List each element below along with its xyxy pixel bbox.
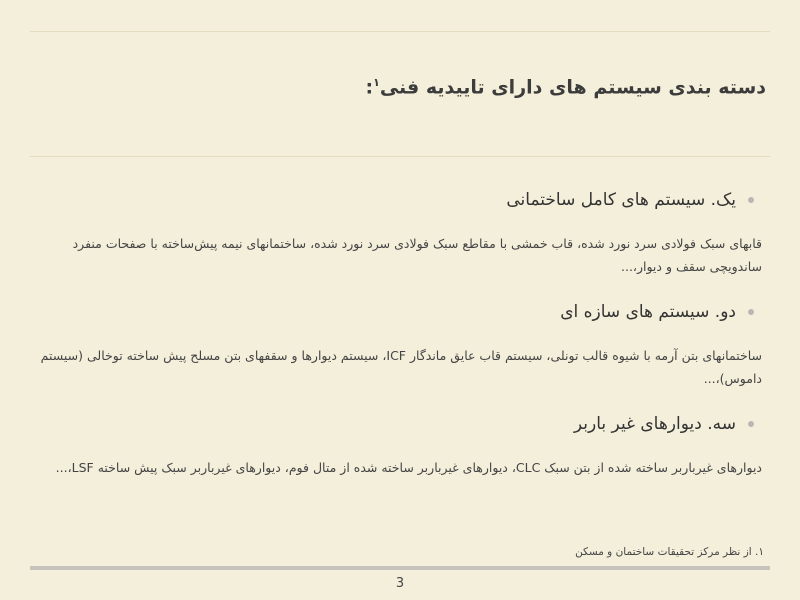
- title-footnote-marker: ۱: [373, 76, 380, 89]
- section-non-bearing-walls: [40, 406, 762, 479]
- section-heading-text: سه. دیوارهای غیر باربر: [573, 414, 736, 434]
- top-divider: [30, 31, 770, 32]
- section-heading-text: دو. سیستم های سازه ای: [560, 302, 736, 322]
- slide-title-text: دسته بندی سیستم های دارای تاییدیه فنی: [379, 76, 766, 99]
- bottom-bar: [30, 566, 770, 570]
- title-colon: :: [365, 76, 374, 99]
- section-body: قابهای سبک فولادی سرد نورد شده، قاب خمشی با مقاطع سبک فولادی سرد نورد شده، ساختمانهای نیمه پیش‌ساخته با صفحات منفرد ساندویچی سقف و دیوار،...: [72, 236, 762, 274]
- section-heading-text: یک. سیستم های کامل ساختمانی: [506, 190, 736, 210]
- bullet-icon: [748, 421, 754, 427]
- bullet-icon: [748, 309, 754, 315]
- section-heading: [40, 182, 754, 218]
- section-structural-systems: [40, 294, 762, 390]
- bullet-icon: [748, 197, 754, 203]
- section-body: ساختمانهای بتن آرمه با شیوه قالب تونلی، سیستم قاب عایق ماندگار ICF، سیستم دیوارها و سقفهای بتن مسلح پیش ساخته توخالی (سیستم داموس)،...: [40, 348, 762, 386]
- slide-content: [40, 172, 762, 479]
- section-complete-systems: [40, 182, 762, 278]
- section-body: دیوارهای غیرباربر ساخته شده از بتن سبک CLC، دیوارهای غیرباربر ساخته شده از متال فوم، دیوارهای غیرباربر سبک پیش ساخته LSF،...: [55, 460, 762, 475]
- section-heading: [40, 406, 754, 442]
- title-divider: [30, 156, 770, 157]
- page-number: 3: [395, 576, 405, 591]
- section-heading: [40, 294, 754, 330]
- slide-title: [46, 76, 766, 98]
- footnote: ۱. از نظر مرکز تحقیقات ساختمان و مسکن: [575, 546, 764, 558]
